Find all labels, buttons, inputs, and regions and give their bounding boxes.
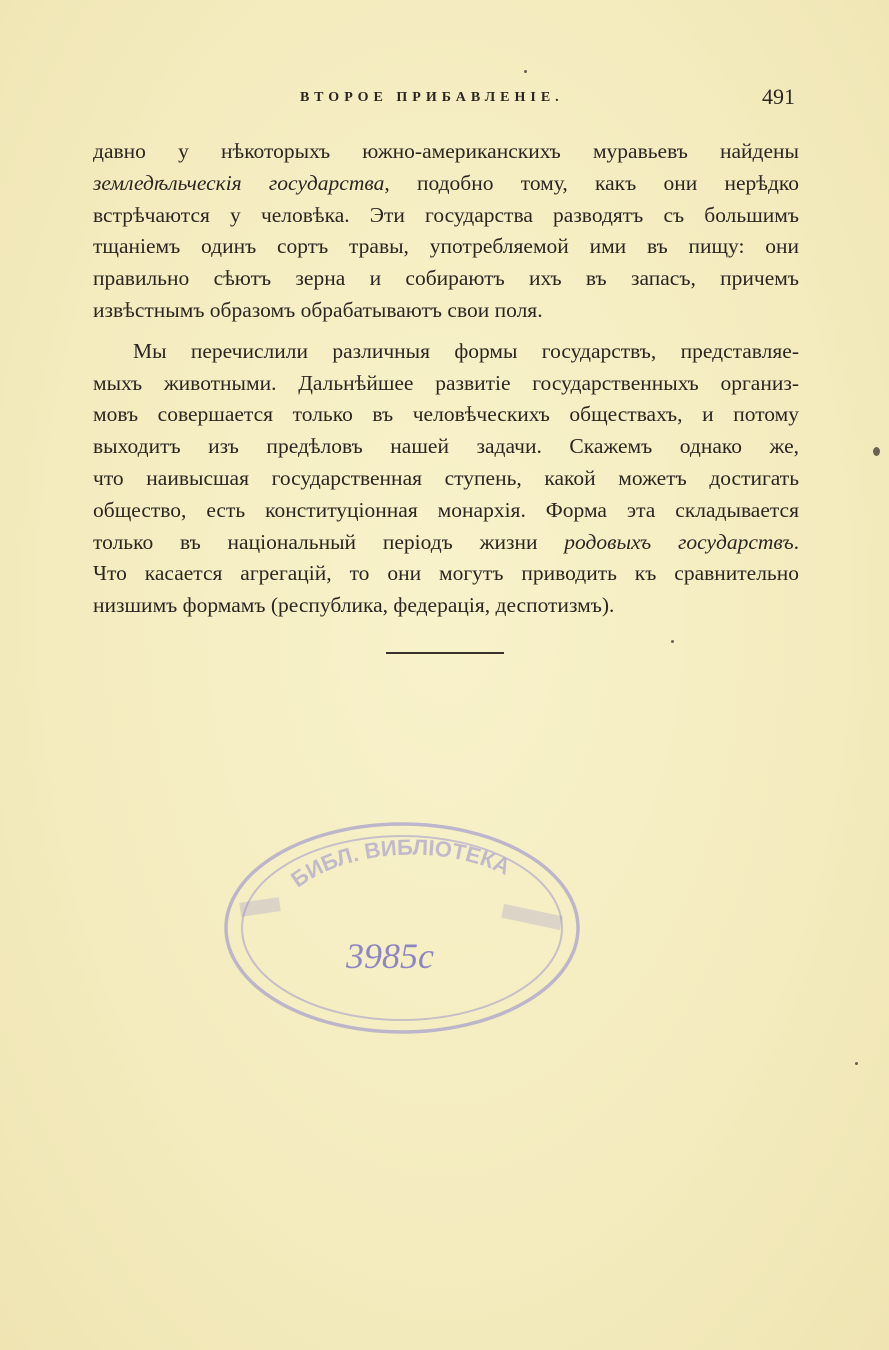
text-line: Мы перечислили различныя формы государствъ, представляе- bbox=[133, 338, 799, 363]
paragraph-1 bbox=[93, 136, 799, 327]
page-number: 491 bbox=[762, 84, 795, 109]
body-text bbox=[93, 136, 799, 622]
running-head: ВТОРОЕ ПРИБАВЛЕНІЕ. bbox=[300, 90, 564, 105]
library-stamp bbox=[212, 810, 592, 1040]
stamp-inscription: БИБЛ. ВИБЛІОТЕКА bbox=[286, 834, 515, 893]
italic-term: родовыхъ государствъ bbox=[564, 529, 794, 554]
text-line: правильно сѣютъ зерна и собираютъ ихъ въ запасъ, причемъ bbox=[93, 266, 799, 291]
text-line: давно у нѣкоторыхъ южно-американскихъ муравьевъ найдены bbox=[93, 139, 799, 163]
paragraph-2 bbox=[93, 336, 799, 622]
text-line: выходитъ изъ предѣловъ нашей задачи. Скажемъ однако же, bbox=[93, 434, 799, 459]
text-line: земледѣльческія государства, подобно тому, какъ они нерѣдко bbox=[93, 170, 799, 195]
end-rule bbox=[386, 652, 504, 654]
text-line: извѣстнымъ образомъ обрабатываютъ свои поля. bbox=[93, 297, 543, 322]
speck bbox=[671, 640, 674, 643]
text-line: что наивысшая государственная ступень, какой можетъ достигать bbox=[93, 465, 799, 490]
text-line: мовъ совершается только въ человѣческихъ обществахъ, и потому bbox=[93, 402, 799, 427]
text-line: встрѣчаются у человѣка. Эти государства разводятъ съ большимъ bbox=[93, 202, 799, 227]
text-line: Что касается агрегацій, то они могутъ приводить къ сравнительно bbox=[93, 561, 799, 586]
speck bbox=[524, 70, 527, 73]
text-line: мыхъ животными. Дальнѣйшее развитіе государственныхъ организ- bbox=[93, 370, 799, 395]
speck bbox=[855, 1062, 858, 1065]
text-line: тщаніемъ одинъ сортъ травы, употребляемой ими въ пищу: они bbox=[93, 234, 799, 259]
text-line: низшимъ формамъ (республика, федерація, деспотизмъ). bbox=[93, 593, 615, 618]
text-line: только въ національный періодъ жизни родовыхъ государствъ. bbox=[93, 529, 800, 554]
speck bbox=[873, 447, 880, 456]
stamp-number: 3985с bbox=[346, 936, 434, 976]
text-line: общество, есть конституціонная монархія. Форма эта складывается bbox=[93, 497, 799, 522]
italic-term: земледѣльческія государства bbox=[93, 170, 385, 195]
